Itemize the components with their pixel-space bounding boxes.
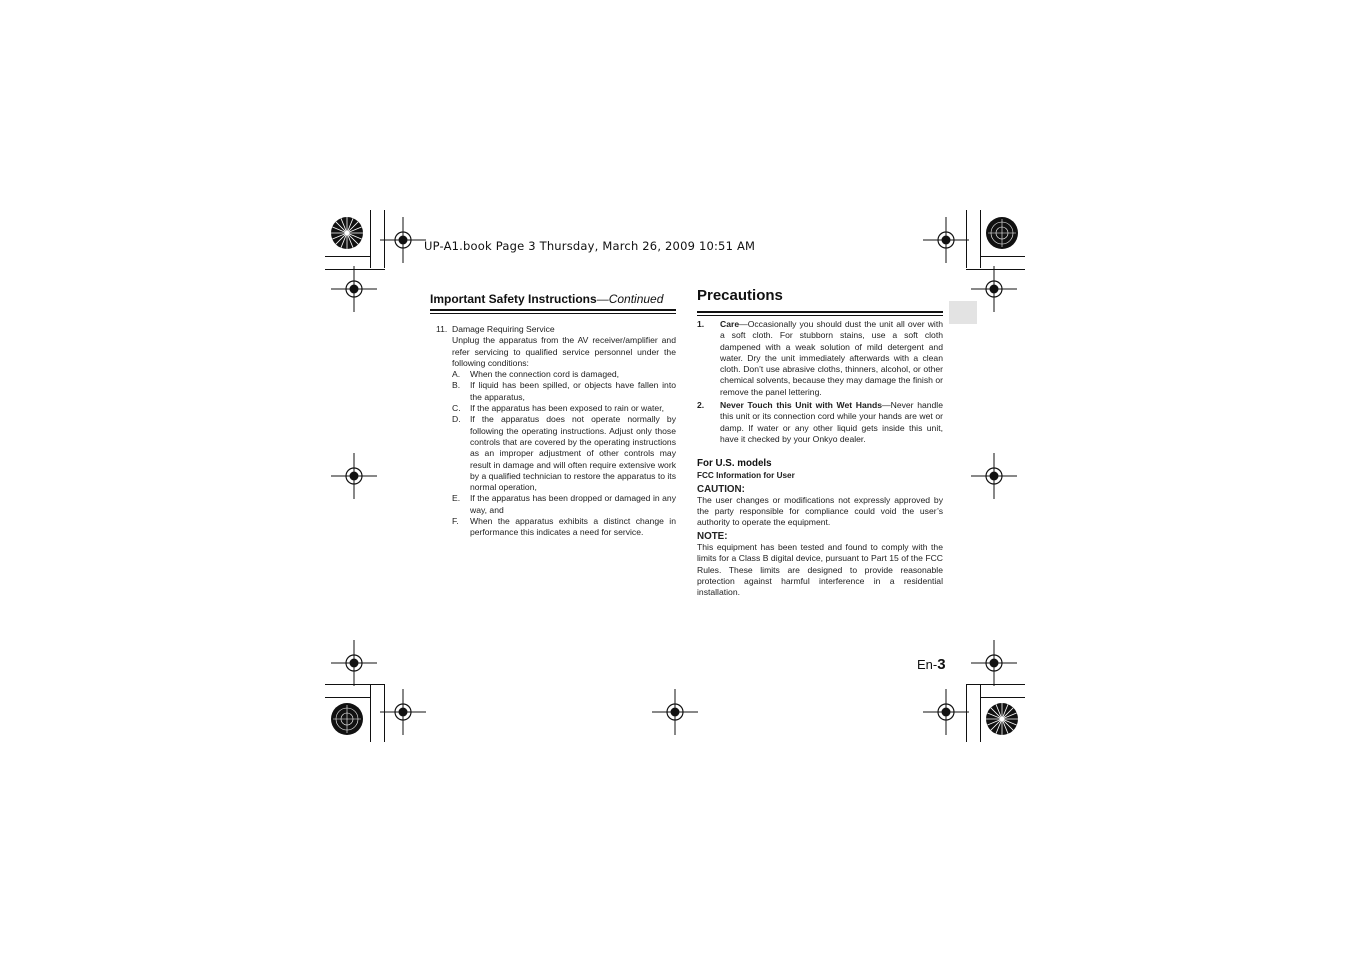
registration-star-icon [330, 216, 364, 250]
registration-star-icon [330, 702, 364, 736]
caution-text: The user changes or modifications not expressly approved by the party responsible for compliance could void the user’s authority to operate the equipment. [697, 494, 943, 528]
us-heading: For U.S. models [697, 458, 772, 469]
crosshair-icon [380, 689, 426, 735]
page-title: Precautions [697, 287, 783, 304]
section-title: Important Safety Instructions—Continued [430, 292, 664, 306]
sub-item: D. If the apparatus does not operate normally by following the operating instructions. Adjust only those controls that are covered by the operating instructions as an improper adjustment of other controls may result in damage and will often require extensive work by a qualified technician to restore the apparatus to its normal operation, [452, 414, 676, 493]
us-models-section [697, 458, 943, 599]
crosshair-icon [331, 453, 377, 499]
safety-item-11 [432, 324, 676, 539]
crosshair-icon [971, 640, 1017, 686]
list-item: 2. Never Touch this Unit with Wet Hands—Never handle this unit or its connection cord while your hands are wet or damp. If water or any other liquid gets inside this unit, have it checked by your Onkyo dealer. [697, 400, 943, 444]
item-number: 11. [436, 324, 448, 334]
continued-label: —Continued [596, 292, 664, 306]
sub-item: C. If the apparatus has been exposed to rain or water, [452, 403, 664, 414]
fcc-heading: FCC Information for User [697, 471, 795, 481]
precautions-list [697, 319, 943, 447]
note-text: This equipment has been tested and found to comply with the limits for a Class B digital device, pursuant to Part 15 of the FCC Rules. These limits are designed to provide reasonable protection against harmful interference in a residential installation. [697, 542, 943, 598]
registration-star-icon [985, 702, 1019, 736]
thumb-tab [949, 301, 977, 324]
item-heading: Damage Requiring Service [452, 324, 555, 334]
sub-item: E. If the apparatus has been dropped or damaged in any way, and [452, 493, 676, 515]
item-paragraph: Unplug the apparatus from the AV receiver/amplifier and refer servicing to qualified service personnel under the following conditions: [452, 335, 676, 368]
sub-item: B. If liquid has been spilled, or objects have fallen into the apparatus, [452, 380, 676, 402]
crosshair-icon [971, 453, 1017, 499]
sub-item: A. When the connection cord is damaged, [452, 369, 620, 380]
title-rule [697, 311, 943, 316]
section-rule [430, 309, 676, 314]
crosshair-icon [331, 640, 377, 686]
list-item: 1. Care—Occasionally you should dust the unit all over with a soft cloth. For stubborn stains, use a soft cloth dampened with a weak solution of mild detergent and water. Dry the unit immediately afterwards with a clean cloth. Don’t use abrasive cloths, thinners, alcohol, or other chemical solvents, because they may damage the finish or remove the panel lettering. [697, 319, 943, 397]
crosshair-icon [380, 217, 426, 263]
file-slug: UP-A1.book Page 3 Thursday, March 26, 2009 10:51 AM [424, 239, 756, 253]
crosshair-icon [331, 266, 377, 312]
registration-star-icon [985, 216, 1019, 250]
note-heading: NOTE: [697, 530, 728, 542]
page-number: En-3 [917, 656, 946, 673]
crosshair-icon [652, 689, 698, 735]
crosshair-icon [971, 266, 1017, 312]
caution-heading: CAUTION: [697, 483, 745, 495]
left-section-header [430, 292, 676, 314]
crosshair-icon [923, 689, 969, 735]
sub-item: F. When the apparatus exhibits a distinct change in performance this indicates a need for service. [452, 516, 676, 538]
crosshair-icon [923, 217, 969, 263]
